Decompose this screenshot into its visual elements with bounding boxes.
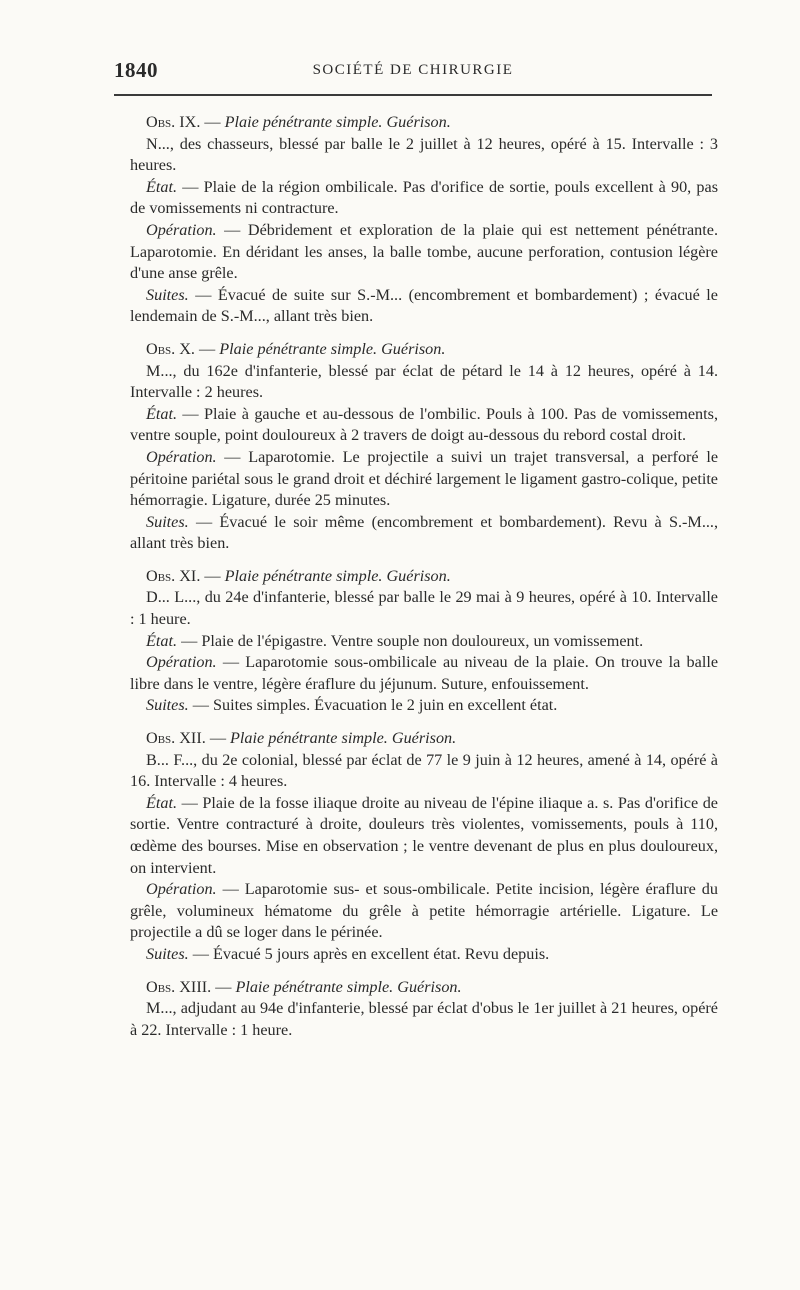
suites-text: Suites simples. Évacuation le 2 juin en excellent état. bbox=[213, 696, 558, 715]
etat-label: État. bbox=[146, 404, 178, 423]
operation-paragraph: Opération. — Laparotomie sous-ombilicale au niveau de la plaie. On trouve la balle libre dans le ventre, légère éraflure du jéjunum. Suture, enfouissement. bbox=[130, 653, 719, 693]
observation-label: Obs. XI. bbox=[146, 566, 201, 585]
operation-label: Opération. bbox=[146, 653, 217, 672]
observation-label: Obs. X. bbox=[146, 339, 195, 358]
suites-text: Évacué le soir même (encombrement et bombardement). Revu à S.-M..., allant très bien. bbox=[130, 512, 719, 553]
etat-text: Plaie de l'épigastre. Ventre souple non douloureux, un vomissement. bbox=[201, 631, 644, 650]
observation-intro: N..., des chasseurs, blessé par balle le 2 juillet à 12 heures, opéré à 15. Intervalle : 3 heures. bbox=[130, 134, 718, 175]
header-rule bbox=[114, 94, 712, 96]
observation-title: Plaie pénétrante simple. Guérison. bbox=[230, 729, 457, 748]
observation-xi bbox=[130, 566, 718, 717]
etat-paragraph: État. — Plaie de la fosse iliaque droite au niveau de l'épine iliaque a. s. Pas d'orifice de sortie. Ventre contracturé à droite, douleurs très violentes, vomissements, pouls à 110, œdème des bourses. Mise en observation ; le ventre devenant de plus en plus douloureux, on intervient. bbox=[130, 793, 718, 877]
etat-text: Plaie de la fosse iliaque droite au niveau de l'épine iliaque a. s. Pas d'orifice de sortie. Ventre contracturé à droite, douleurs très violentes, vomissements, pouls à 110, œdème des bourses. Mise en observation ; le ventre devenant de plus en plus douloureux, on intervient. bbox=[130, 793, 718, 877]
etat-label: État. bbox=[146, 631, 178, 650]
suites-paragraph: Suites. — Évacué de suite sur S.-M... (encombrement et bombardement) ; évacué le lendemain de S.-M..., allant très bien. bbox=[130, 285, 718, 326]
operation-text: Débridement et exploration de la plaie qui est nettement pénétrante. Laparotomie. En déridant les anses, la balle tombe, aucune perforation, contusion légère d'une anse grêle. bbox=[130, 220, 719, 283]
etat-text: Plaie à gauche et au-dessous de l'ombilic. Pouls à 100. Pas de vomissements, ventre souple, point douloureux à 2 travers de doigt au-dessous du rebord costal droit. bbox=[130, 404, 718, 445]
observation-title: Plaie pénétrante simple. Guérison. bbox=[224, 566, 451, 585]
observation-x bbox=[130, 339, 718, 555]
observation-heading: Obs. X. — Plaie pénétrante simple. Guérison. bbox=[146, 339, 446, 358]
operation-paragraph: Opération. — Débridement et exploration de la plaie qui est nettement pénétrante. Laparotomie. En déridant les anses, la balle tombe, aucune perforation, contusion légère d'une anse grêle. bbox=[130, 220, 719, 283]
suites-label: Suites. bbox=[146, 512, 189, 531]
suites-text: Évacué de suite sur S.-M... (encombrement et bombardement) ; évacué le lendemain de S.-M..., allant très bien. bbox=[130, 285, 718, 326]
page-number: 1840 bbox=[114, 58, 158, 82]
etat-label: État. bbox=[146, 177, 178, 196]
operation-label: Opération. bbox=[146, 880, 217, 899]
etat-paragraph: État. — Plaie à gauche et au-dessous de l'ombilic. Pouls à 100. Pas de vomissements, ventre souple, point douloureux à 2 travers de doigt au-dessous du rebord costal droit. bbox=[130, 404, 718, 445]
observation-heading: Obs. IX. — Plaie pénétrante simple. Guérison. bbox=[146, 113, 451, 131]
observation-label: Obs. IX. bbox=[146, 113, 201, 131]
page-header bbox=[114, 58, 712, 88]
observation-intro: B... F..., du 2e colonial, blessé par éclat de 77 le 9 juin à 12 heures, amené à 14, opéré à 16. Intervalle : 4 heures. bbox=[130, 750, 718, 791]
suites-label: Suites. bbox=[146, 696, 189, 715]
observation-title: Plaie pénétrante simple. Guérison. bbox=[219, 339, 446, 358]
suites-text: Évacué 5 jours après en excellent état. Revu depuis. bbox=[213, 944, 550, 963]
suites-label: Suites. bbox=[146, 285, 189, 304]
suites-label: Suites. bbox=[146, 944, 189, 963]
etat-paragraph: État. — Plaie de l'épigastre. Ventre souple non douloureux, un vomissement. bbox=[146, 631, 644, 650]
observation-ix bbox=[130, 112, 718, 328]
observation-heading: Obs. XI. — Plaie pénétrante simple. Guérison. bbox=[146, 566, 451, 585]
operation-text: Laparotomie. Le projectile a suivi un trajet transversal, a perforé le péritoine pariétal sous le grand droit et déchiré largement le ligament gastro-colique, petite hémorragie. Ligature, durée 25 minutes. bbox=[130, 447, 719, 510]
operation-paragraph: Opération. — Laparotomie sus- et sous-ombilicale. Petite incision, légère éraflure du grêle, volumineux hématome du grêle à petite hémorragie artérielle. Ligature. Le projectile a dû se loger dans le périnée. bbox=[130, 880, 718, 942]
page-body bbox=[130, 112, 718, 1052]
operation-text: Laparotomie sus- et sous-ombilicale. Petite incision, légère éraflure du grêle, volumineux hématome du grêle à petite hémorragie artérielle. Ligature. Le projectile a dû se loger dans le périnée. bbox=[130, 880, 718, 942]
observation-label: Obs. XIII. bbox=[146, 977, 212, 996]
observation-intro: D... L..., du 24e d'infanterie, blessé par balle le 29 mai à 9 heures, opéré à 10. Intervalle : 1 heure. bbox=[130, 588, 718, 629]
observation-label: Obs. XII. bbox=[146, 729, 206, 748]
suites-paragraph: Suites. — Suites simples. Évacuation le 2 juin en excellent état. bbox=[146, 696, 558, 715]
observation-title: Plaie pénétrante simple. Guérison. bbox=[224, 113, 451, 131]
suites-paragraph: Suites. — Évacué le soir même (encombrement et bombardement). Revu à S.-M..., allant très bien. bbox=[130, 512, 719, 553]
operation-paragraph: Opération. — Laparotomie. Le projectile a suivi un trajet transversal, a perforé le péritoine pariétal sous le grand droit et déchiré largement le ligament gastro-colique, petite hémorragie. Ligature, durée 25 minutes. bbox=[130, 447, 719, 510]
observation-intro: M..., adjudant au 94e d'infanterie, blessé par éclat d'obus le 1er juillet à 21 heures, opéré à 22. Intervalle : 1 heure. bbox=[130, 999, 718, 1039]
observation-heading: Obs. XII. — Plaie pénétrante simple. Guérison. bbox=[146, 729, 457, 748]
operation-label: Opération. bbox=[146, 447, 217, 466]
suites-paragraph: Suites. — Évacué 5 jours après en excellent état. Revu depuis. bbox=[146, 944, 550, 963]
observation-heading: Obs. XIII. — Plaie pénétrante simple. Guérison. bbox=[146, 977, 462, 996]
observation-intro: M..., du 162e d'infanterie, blessé par éclat de pétard le 14 à 12 heures, opéré à 14. Intervalle : 2 heures. bbox=[130, 361, 718, 402]
observation-xiii bbox=[130, 977, 718, 1042]
etat-label: État. bbox=[146, 793, 178, 812]
operation-label: Opération. bbox=[146, 220, 217, 239]
etat-text: Plaie de la région ombilicale. Pas d'orifice de sortie, pouls excellent à 90, pas de vomissements ni contracture. bbox=[130, 177, 719, 218]
observation-xii bbox=[130, 728, 718, 966]
observation-title: Plaie pénétrante simple. Guérison. bbox=[235, 977, 462, 996]
operation-text: Laparotomie sous-ombilicale au niveau de la plaie. On trouve la balle libre dans le ventre, légère éraflure du jéjunum. Suture, enfouissement. bbox=[130, 653, 719, 693]
running-title: SOCIÉTÉ DE CHIRURGIE bbox=[312, 62, 514, 78]
etat-paragraph: État. — Plaie de la région ombilicale. Pas d'orifice de sortie, pouls excellent à 90, pas de vomissements ni contracture. bbox=[130, 177, 719, 218]
